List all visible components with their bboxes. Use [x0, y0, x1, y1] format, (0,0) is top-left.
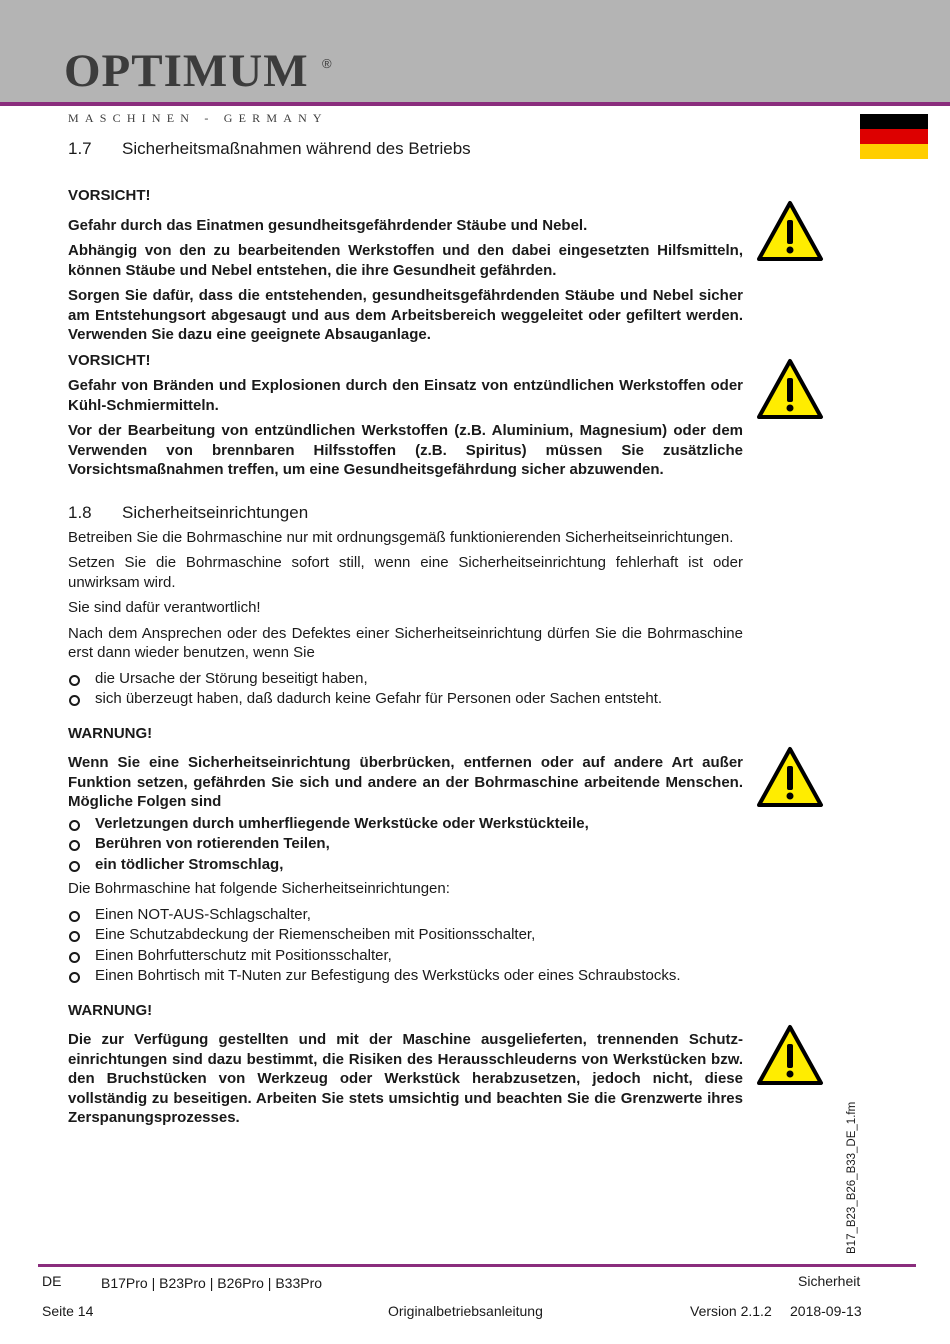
body-paragraph: Betreiben Sie die Bohrmaschine nur mit ordnungsgemäß funktionierenden Sicherheitseinrichtungen.	[68, 528, 734, 546]
footer-models: B17Pro | B23Pro | B26Pro | B33Pro	[101, 1275, 323, 1291]
brand-logo: OPTIMUM	[64, 45, 309, 97]
footer-language: DE	[42, 1273, 62, 1289]
warning-triangle-icon	[756, 1024, 824, 1086]
bullet-list	[68, 814, 743, 876]
list-item: Verletzungen durch umherfliegende Werkstücke oder Werkstückteile,	[68, 814, 743, 835]
warning-triangle-icon	[756, 200, 824, 262]
caution-label: VORSICHT!	[68, 351, 151, 369]
caution-text: Sorgen Sie dafür, dass die entstehenden, gesundheitsgefährdenden Stäube und Nebel sicher am Entstehungsort abgesaugt und aus dem Arbeitsbereich weggeleitet oder gefiltert werden. Verwenden Sie dazu eine geeignete Absauganlage.	[68, 287, 743, 343]
body-paragraph: Sie sind dafür verantwortlich!	[68, 599, 261, 616]
section-title: Sicherheitsmaßnahmen während des Betriebs	[122, 139, 471, 158]
section-number: 1.7	[68, 139, 92, 158]
footer-document-type: Originalbetriebsanleitung	[388, 1303, 543, 1319]
list-item: Eine Schutzabdeckung der Riemenscheiben mit Positionsschalter,	[68, 925, 743, 946]
caution-text: Gefahr von Bränden und Explosionen durch den Einsatz von entzündlichen Werkstoffen oder Kühl-Schmiermitteln.	[68, 377, 743, 414]
body-paragraph: Die Bohrmaschine hat folgende Sicherheitseinrichtungen:	[68, 880, 450, 897]
list-item: Einen NOT-AUS-Schlagschalter,	[68, 905, 743, 926]
caution-text: Abhängig von den zu bearbeitenden Werkstoffen und den dabei eingesetzten Hilfsmitteln, können Stäube und Nebel entstehen, die ihre Gesundheit gefährden.	[68, 242, 743, 279]
list-item: sich überzeugt haben, daß dadurch keine Gefahr für Personen oder Sachen entsteht.	[68, 689, 743, 710]
list-item: Berühren von rotierenden Teilen,	[68, 834, 743, 855]
body-paragraph: Setzen Sie die Bohrmaschine sofort still, wenn eine Sicherheitseinrichtung fehlerhaft ist oder unwirksam wird.	[68, 554, 743, 591]
warning-text: Die zur Verfügung gestellten und mit der Maschine ausgelieferten, trennenden Schutzeinrichtungen sind dazu bestimmt, die Risiken des Herausschleuderns von Werkstücken bzw. den Bruchstücken von Werkzeug oder Werkstück herabzusetzen, jedoch nicht, diese vollständig zu beseitigen. Arbeiten Sie stets umsichtig und beachten Sie die Grenzwerte ihres Zerspanungsprozesses.	[68, 1031, 743, 1126]
footer-chapter: Sicherheit	[798, 1273, 861, 1289]
warning-triangle-icon	[756, 746, 824, 808]
registered-mark: ®	[322, 56, 332, 71]
warning-label: WARNUNG!	[68, 724, 153, 742]
list-item: die Ursache der Störung beseitigt haben,	[68, 669, 743, 690]
list-item: Einen Bohrtisch mit T-Nuten zur Befestigung des Werkstücks oder eines Schraubstocks.	[68, 966, 743, 987]
body-paragraph: Nach dem Ansprechen oder des Defektes einer Sicherheitseinrichtung dürfen Sie die Bohrmaschine erst dann wieder benutzen, wenn Sie	[68, 624, 743, 661]
caution-text: Gefahr durch das Einatmen gesundheitsgefährdender Stäube und Nebel.	[68, 216, 588, 234]
brand-subtitle: MASCHINEN - GERMANY	[68, 111, 328, 125]
file-name-label: B17_B23_B26_B33_DE_1.fm	[846, 1101, 858, 1254]
list-item: Einen Bohrfutterschutz mit Positionsschalter,	[68, 946, 743, 967]
list-item: ein tödlicher Stromschlag,	[68, 855, 743, 876]
caution-text: Vor der Bearbeitung von entzündlichen Werkstoffen (z.B. Aluminium, Magnesium) oder dem Verwenden von brennbaren Hilfsstoffen (z.B. Spiritus) müssen Sie zusätzliche Vorsichtsmaßnahmen treffen, um eine Gesundheitsgefährdung sicher abzuwenden.	[68, 422, 743, 478]
bullet-list	[68, 669, 743, 710]
german-flag-icon	[860, 114, 928, 159]
footer-date: 2018-09-13	[790, 1303, 862, 1319]
section-number: 1.8	[68, 502, 92, 522]
footer-divider	[38, 1264, 916, 1267]
header-divider	[0, 102, 950, 106]
warning-text: Wenn Sie eine Sicherheitseinrichtung überbrücken, entfernen oder auf andere Art außer Funktion setzen, gefährden Sie sich und andere an der Bohrmaschine arbeitende Menschen. Mögliche Folgen sind	[68, 754, 743, 810]
warning-label: WARNUNG!	[68, 1001, 153, 1019]
caution-label: VORSICHT!	[68, 187, 151, 204]
footer-page-number: Seite 14	[42, 1303, 94, 1319]
section-heading-1-8	[68, 502, 743, 524]
warning-triangle-icon	[756, 358, 824, 420]
bullet-list	[68, 905, 743, 987]
section-title: Sicherheitseinrichtungen	[122, 502, 309, 522]
page-content	[68, 138, 743, 1134]
footer-version: Version 2.1.2	[690, 1303, 772, 1319]
section-heading-1-7	[68, 138, 743, 160]
